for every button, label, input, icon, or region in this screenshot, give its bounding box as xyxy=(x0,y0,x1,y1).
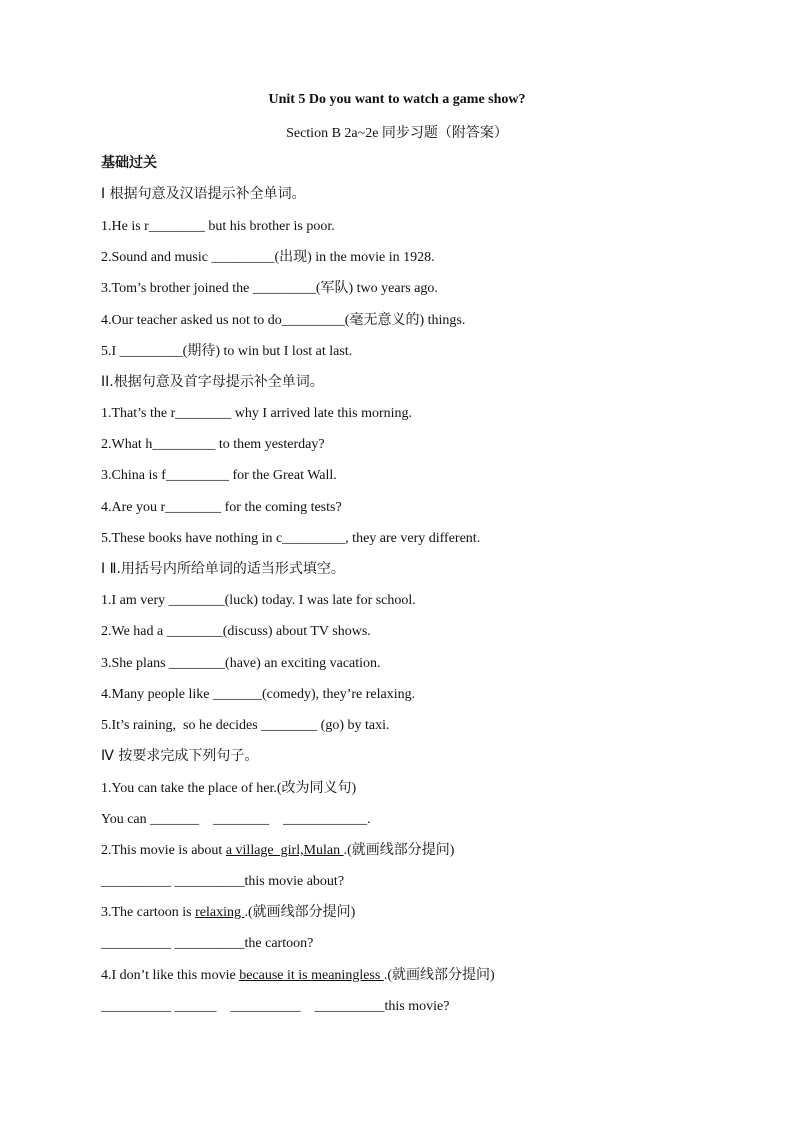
s4-question-4 xyxy=(101,967,495,985)
s2-question-2: 2.What h_________ to them yesterday? xyxy=(101,437,325,452)
s4-answer-3: __________ __________the cartoon? xyxy=(101,936,314,951)
q3-instruction: .(就画线部分提问) xyxy=(244,905,356,920)
s3-question-2: 2.We had a ________(discuss) about TV shows. xyxy=(101,624,371,639)
q3-underlined: relaxing xyxy=(195,905,245,920)
s4-answer-4: __________ ______ __________ __________this movie? xyxy=(101,999,450,1014)
section-4-heading: Ⅳ 按要求完成下列句子。 xyxy=(101,748,259,764)
s1-question-2: 2.Sound and music _________(出现) in the movie in 1928. xyxy=(101,250,435,265)
s3-question-5: 5.It’s raining, so he decides ________ (go) by taxi. xyxy=(101,718,390,733)
q4-underlined: because it is meaningless xyxy=(239,968,384,983)
s3-question-3: 3.She plans ________(have) an exciting vacation. xyxy=(101,656,381,671)
s2-question-1: 1.That’s the r________ why I arrived late this morning. xyxy=(101,406,413,421)
q4-text: 4.I don’t like this movie xyxy=(101,968,240,983)
s1-question-4: 4.Our teacher asked us not to do_________(毫无意义的) things. xyxy=(101,313,466,328)
section-2-heading: II.根据句意及首字母提示补全单词。 xyxy=(101,374,324,390)
page-title: Unit 5 Do you want to watch a game show? xyxy=(268,92,526,107)
q2-instruction: .(就画线部分提问) xyxy=(343,843,455,858)
s4-answer-1: You can _______ ________ ____________. xyxy=(101,812,371,827)
q2-underlined: a village girl,Mulan xyxy=(225,843,344,858)
section-1-heading: I 根据句意及汉语提示补全单词。 xyxy=(101,186,306,202)
q3-text: 3.The cartoon is xyxy=(101,905,196,920)
s2-question-5: 5.These books have nothing in c_________, they are very different. xyxy=(101,531,481,546)
page-subtitle: Section B 2a~2e 同步习题（附答案） xyxy=(286,126,508,141)
s2-question-4: 4.Are you r________ for the coming tests? xyxy=(101,500,342,515)
s1-question-3: 3.Tom’s brother joined the _________(军队) two years ago. xyxy=(101,281,438,296)
s4-question-1: 1.You can take the place of her.(改为同义句) xyxy=(101,781,357,796)
s4-question-3 xyxy=(101,904,355,922)
basic-heading: 基础过关 xyxy=(101,155,157,171)
section-3-heading: I Ⅱ.用括号内所给单词的适当形式填空。 xyxy=(101,561,345,577)
s2-question-3: 3.China is f_________ for the Great Wall. xyxy=(101,468,337,483)
s1-question-1: 1.He is r________ but his brother is poor. xyxy=(101,219,335,234)
s3-question-1: 1.I am very ________(luck) today. I was late for school. xyxy=(101,593,416,608)
s4-question-2 xyxy=(101,842,454,860)
s1-question-5: 5.I _________(期待) to win but I lost at last. xyxy=(101,344,353,359)
s3-question-4: 4.Many people like _______(comedy), they’re relaxing. xyxy=(101,687,416,702)
q2-text: 2.This movie is about xyxy=(101,843,226,858)
s4-answer-2: __________ __________this movie about? xyxy=(101,874,345,889)
q4-instruction: .(就画线部分提问) xyxy=(383,968,495,983)
